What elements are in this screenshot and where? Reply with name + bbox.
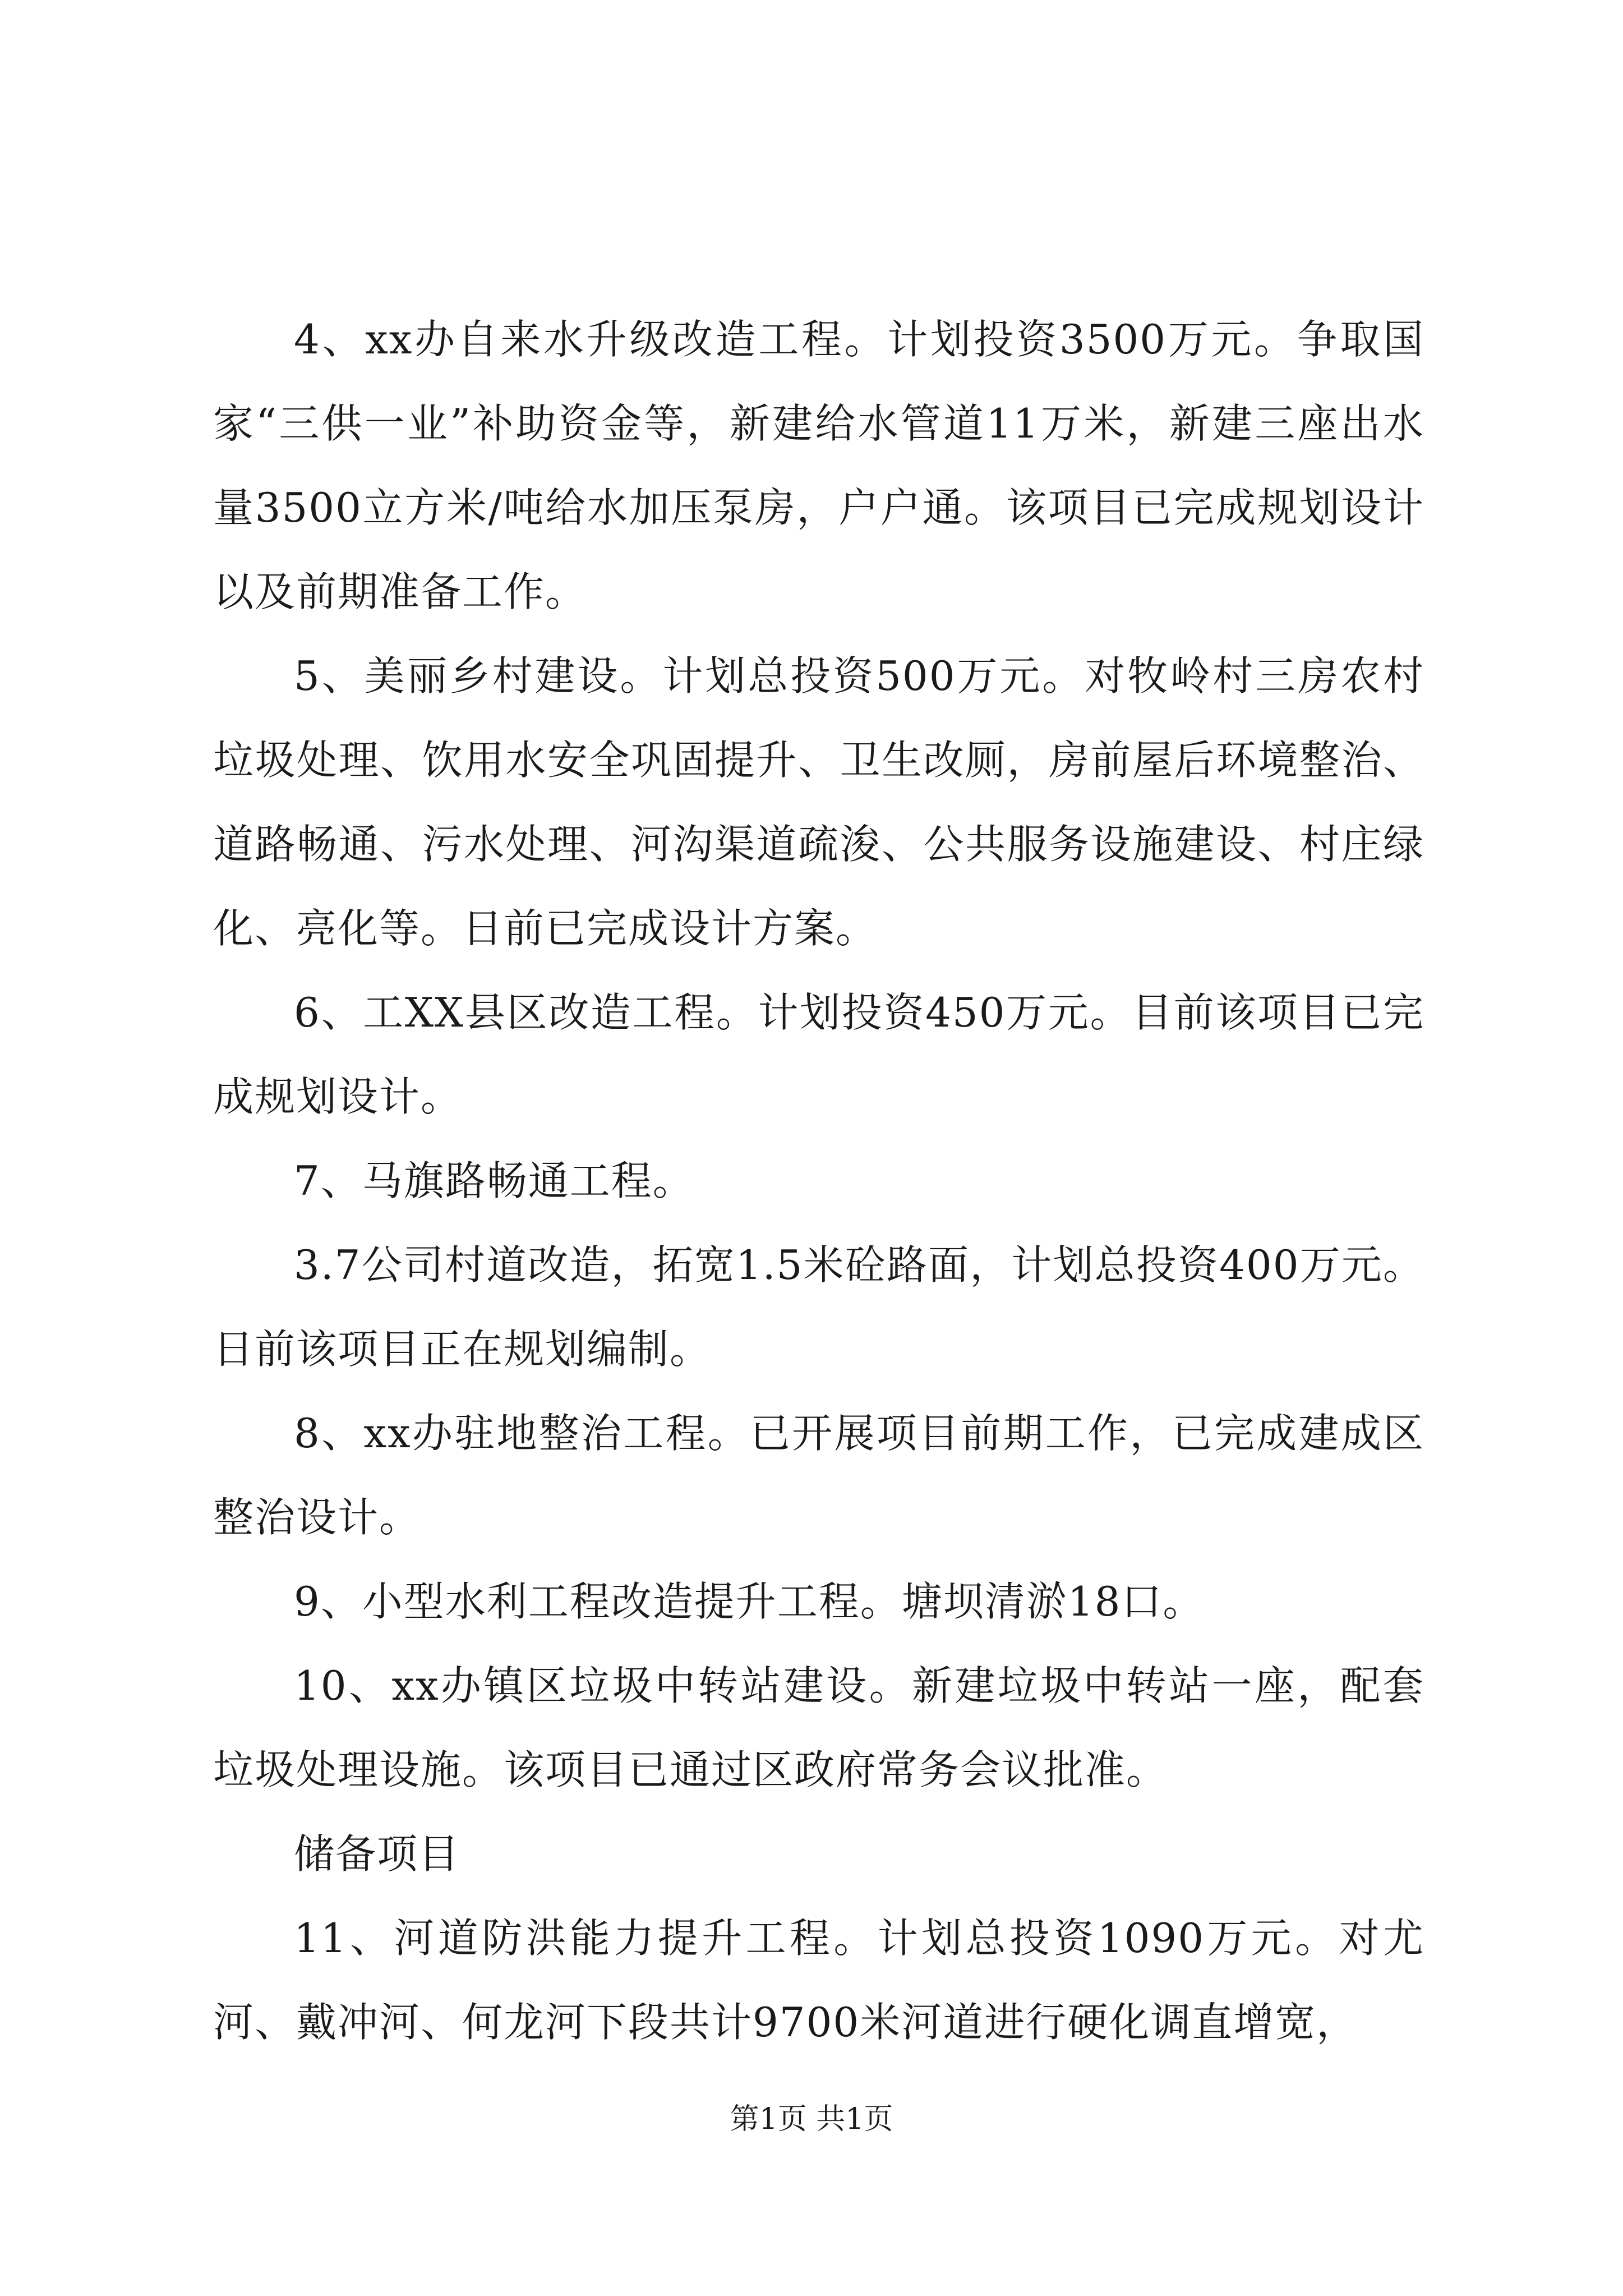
page-footer: 第1页 共1页 <box>730 2102 893 2136</box>
document-body <box>213 297 1424 2064</box>
paragraph-village-road: 3.7公司村道改造，拓宽1.5米砼路面，计划总投资400万元。日前该项目正在规划编制。 <box>213 1241 1424 1373</box>
paragraph-item-9: 9、小型水利工程改造提升工程。塘坝清淤18口。 <box>294 1578 1205 1625</box>
paragraph-item-5: 5、美丽乡村建设。计划总投资500万元。对牧岭村三房农村垃圾处理、饮用水安全巩固提升、卫生改厕，房前屋后环境整治、道路畅通、污水处理、河沟渠道疏浚、公共服务设施建设、村庄绿化、亮化等。日前已完成设计方案。 <box>213 652 1424 952</box>
section-heading-reserve-projects: 储备项目 <box>294 1830 460 1878</box>
paragraph-item-8: 8、xx办驻地整治工程。已开展项目前期工作，已完成建成区整治设计。 <box>213 1410 1424 1541</box>
paragraph-item-6: 6、工XX县区改造工程。计划投资450万元。目前该项目已完成规划设计。 <box>213 989 1424 1120</box>
paragraph-item-11: 11、河道防洪能力提升工程。计划总投资1090万元。对尤河、戴冲河、何龙河下段共计9700米河道进行硬化调直增宽， <box>213 1915 1424 2046</box>
paragraph-item-4: 4、xx办自来水升级改造工程。计划投资3500万元。争取国家“三供一业”补助资金等，新建给水管道11万米，新建三座出水量3500立方米/吨给水加压泵房，户户通。该项目已完成规划设计以及前期准备工作。 <box>213 316 1424 615</box>
paragraph-item-10: 10、xx办镇区垃圾中转站建设。新建垃圾中转站一座，配套垃圾处理设施。该项目已通过区政府常务会议批准。 <box>213 1662 1424 1793</box>
paragraph-item-7: 7、马旗路畅通工程。 <box>294 1157 694 1204</box>
